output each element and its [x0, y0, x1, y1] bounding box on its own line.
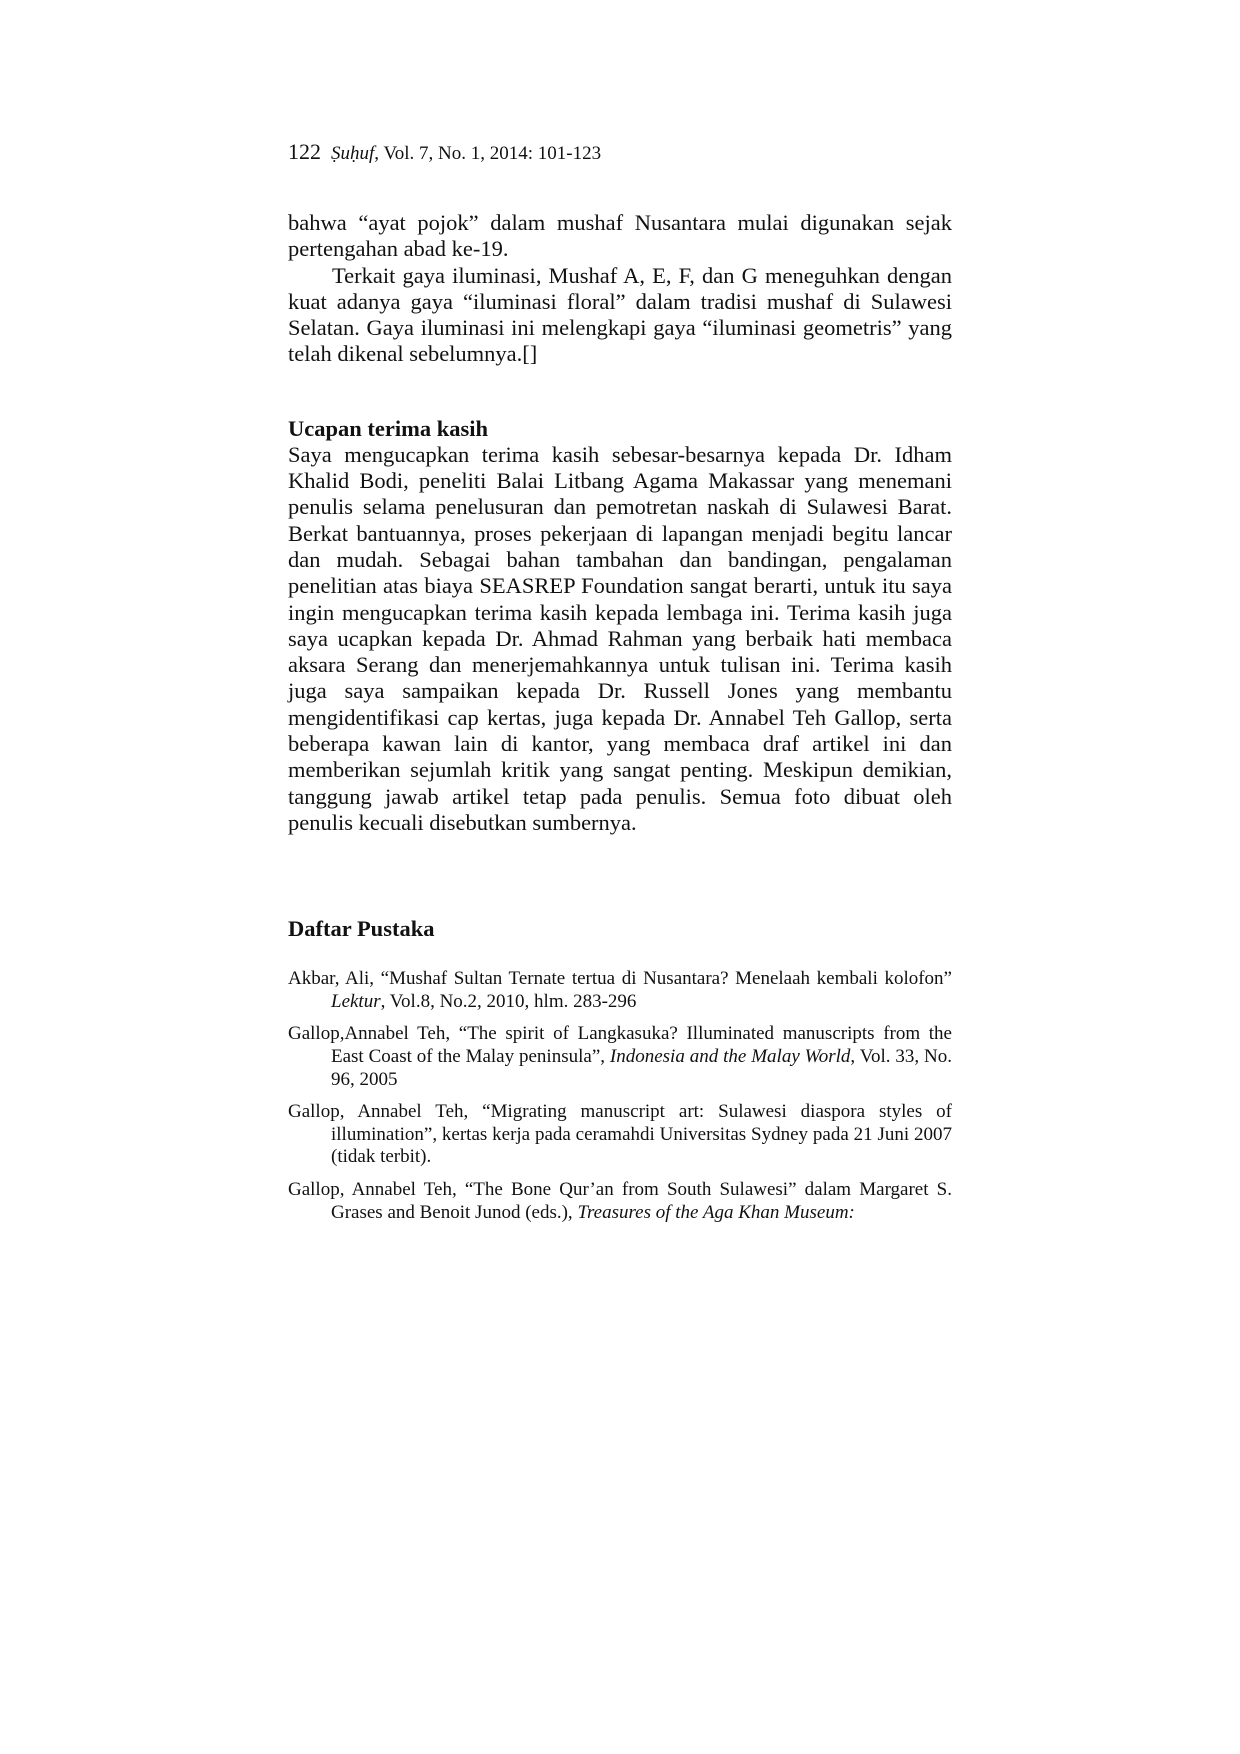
- journal-title: Ṣuḥuf: [331, 143, 375, 164]
- reference-entry: Akbar, Ali, “Mushaf Sultan Ternate tertua di Nusantara? Menelaah kembali kolofon” Lektur, Vol.8, No.2, 2010, hlm. 283-296: [288, 968, 952, 1012]
- body-paragraph: bahwa “ayat pojok” dalam mushaf Nusantara mulai digunakan sejak pertengahan abad ke-19.: [288, 210, 952, 262]
- reference-entry: Gallop, Annabel Teh, “Migrating manuscript art: Sulawesi diaspora styles of illumination”, kertas kerja pada ceramahdi Universitas Sydney pada 21 Juni 2007 (tidak terbit).: [288, 1101, 952, 1168]
- reference-list: [288, 968, 952, 1224]
- acknowledgement-heading: Ucapan terima kasih: [288, 415, 489, 441]
- reference-entry: Gallop, Annabel Teh, “The Bone Qur’an from South Sulawesi” dalam Margaret S. Grases and Benoit Junod (eds.), Treasures of the Aga Khan Museum:: [288, 1178, 952, 1223]
- body-paragraph: Terkait gaya iluminasi, Mushaf A, E, F, dan G meneguhkan dengan kuat adanya gaya “iluminasi floral” dalam tradisi mushaf di Sulawesi Selatan. Gaya iluminasi ini melengkapi gaya “iluminasi geometris” yang telah dikenal sebelumnya.[]: [288, 262, 952, 367]
- bibliography-heading: Daftar Pustaka: [288, 916, 435, 942]
- page-number: 122: [288, 139, 321, 164]
- journal-citation: , Vol. 7, No. 1, 2014: 101-123: [374, 143, 602, 164]
- reference-entry: Gallop,Annabel Teh, “The spirit of Langkasuka? Illuminated manuscripts from the East Coast of the Malay peninsula”, Indonesia and the Malay World, Vol. 33, No. 96, 2005: [288, 1023, 952, 1090]
- running-header: [288, 138, 952, 166]
- page-content: [288, 138, 952, 1234]
- acknowledgement-paragraph: Saya mengucapkan terima kasih sebesar-besarnya kepada Dr. Idham Khalid Bodi, peneliti Balai Litbang Agama Makassar yang menemani penulis selama penelusuran dan pemotretan naskah di Sulawesi Barat. Berkat bantuannya, proses pekerjaan di lapangan menjadi begitu lancar dan mudah. Sebagai bahan tambahan dan bandingan, pengalaman penelitian atas biaya SEASREP Foundation sangat berarti, untuk itu saya ingin mengucapkan terima kasih kepada lembaga ini. Terima kasih juga saya ucapkan kepada Dr. Ahmad Rahman yang berbaik hati membaca aksara Serang dan menerjemahkannya untuk tulisan ini. Terima kasih juga saya sampaikan kepada Dr. Russell Jones yang membantu mengidentifikasi cap kertas, juga kepada Dr. Annabel Teh Gallop, serta beberapa kawan lain di kantor, yang membaca draf artikel ini dan memberikan sejumlah kritik yang sangat penting. Meskipun demikian, tanggung jawab artikel tetap pada penulis. Semua foto dibuat oleh penulis kecuali disebutkan sumbernya.: [288, 441, 952, 835]
